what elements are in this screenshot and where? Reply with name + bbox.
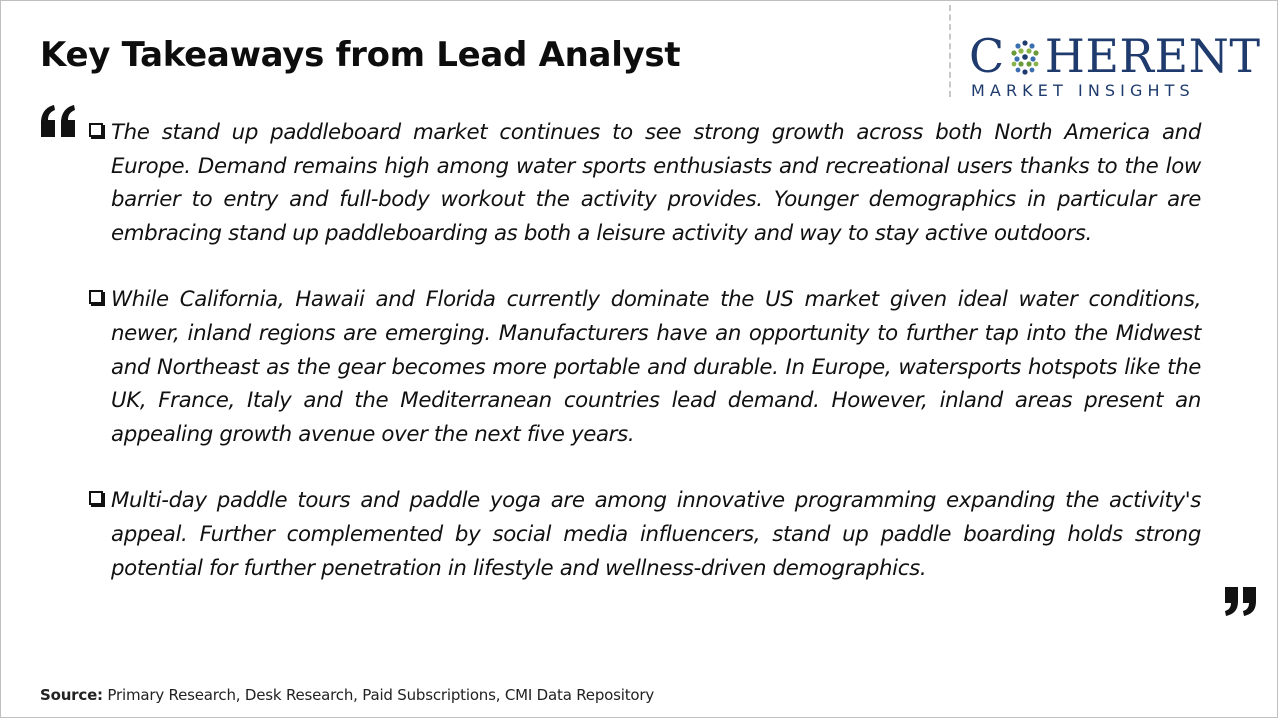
header-divider	[949, 5, 951, 97]
page-title: Key Takeaways from Lead Analyst	[40, 35, 681, 75]
close-quote-icon	[1223, 585, 1259, 617]
checkbox-bullet-icon	[89, 491, 103, 505]
open-quote-icon	[39, 103, 79, 139]
logo-tagline: MARKET INSIGHTS	[971, 81, 1195, 100]
company-logo	[969, 31, 1261, 101]
logo-letter-c: C	[969, 29, 1005, 83]
list-item	[87, 116, 1201, 250]
bullet-text: While California, Hawaii and Florida currently dominate the US market given ideal water conditions, newer, inland regions are emerging. Manufacturers have an opportunity to further tap into the Midwest and Northeast as the gear becomes more portable and durable. In Europe, watersports hotspots like the UK, France, Italy and the Mediterranean countries lead demand. However, inland areas present an appealing growth avenue over the next five years.	[111, 287, 1201, 447]
bullet-text: Multi-day paddle tours and paddle yoga are among innovative programming expanding the activity's appeal. Further complemented by social media influencers, stand up paddle boarding holds strong potential for further penetration in lifestyle and wellness-driven demographics.	[111, 488, 1201, 581]
checkbox-bullet-icon	[89, 123, 103, 137]
source-label: Source:	[40, 686, 103, 704]
checkbox-bullet-icon	[89, 290, 103, 304]
bullet-text: The stand up paddleboard market continues to see strong growth across both North America and Europe. Demand remains high among water sports enthusiasts and recreational users thanks to the low barrier to entry and full-body workout the activity provides. Younger demographics in particular are embracing stand up paddleboarding as both a leisure activity and way to stay active outdoors.	[111, 120, 1201, 246]
logo-dots-icon	[1005, 31, 1045, 81]
list-item	[87, 484, 1201, 585]
logo-letters-herent: HERENT	[1044, 29, 1261, 83]
source-text: Primary Research, Desk Research, Paid Subscriptions, CMI Data Repository	[102, 686, 655, 704]
list-item	[87, 283, 1201, 451]
source-note	[40, 686, 654, 704]
takeaways-list	[87, 116, 1201, 618]
logo-wordmark	[969, 31, 1261, 81]
